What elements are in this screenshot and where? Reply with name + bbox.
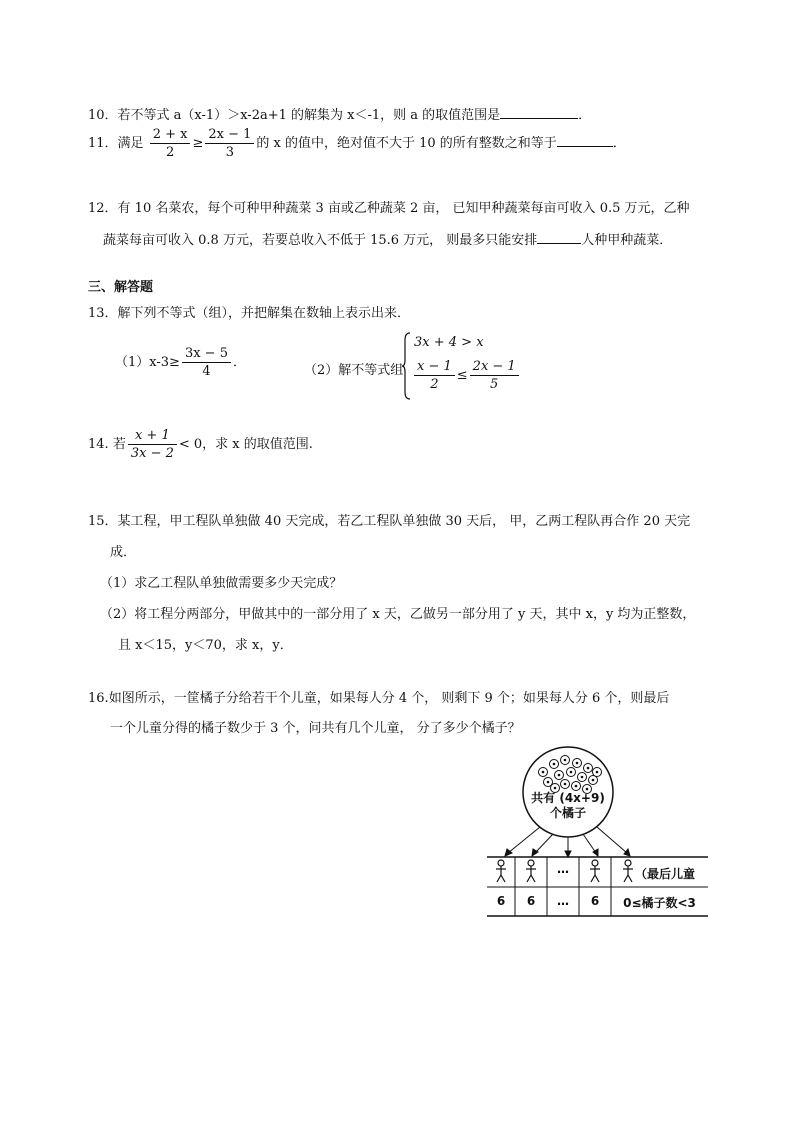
question-number: 13． (88, 306, 118, 321)
fraction-numerator: 3x − 5 (182, 346, 231, 363)
inequality-system (402, 332, 516, 402)
answer-blank[interactable] (557, 134, 613, 147)
table-cell: 6 (526, 894, 536, 908)
child-icon-2 (526, 860, 536, 882)
orange-total-label (518, 791, 618, 821)
fraction-numerator: x + 1 (128, 428, 177, 445)
question-number: 14. (88, 437, 109, 452)
table-cell: 6 (496, 894, 506, 908)
question-15-sub2: （2）将工程分两部分，甲做其中的一部分用了 x 天，乙做另一部分用了 y 天，其中 x，y 均为正整数， (100, 607, 696, 622)
question-13 (88, 302, 410, 321)
orange-total-line-1: 共有 (4x+9) (531, 791, 605, 805)
question-number: 10． (88, 108, 118, 123)
question-16 (88, 687, 669, 706)
question-13-part2-label: （2）解不等式组 (304, 363, 404, 378)
question-number: 12． (88, 201, 118, 216)
fraction-numerator: x − 1 (414, 359, 455, 376)
question-prefix: 满足 (117, 136, 144, 151)
question-15 (88, 510, 690, 529)
condition: < 0 (178, 437, 203, 452)
last-child-label: （最后儿童 (635, 867, 696, 881)
answer-blank[interactable] (500, 106, 578, 119)
table-cell: … (557, 894, 569, 908)
question-end: ． (612, 136, 626, 151)
question-text: 某工程，甲工程队单独做 40 天完成，若乙工程队单独做 30 天后， 甲，乙两工程队再合作 20 天完 (117, 514, 691, 529)
fraction (150, 127, 191, 160)
system-line-1: 3x + 4 > x (414, 335, 484, 350)
question-text: 若不等式 a（x-1）＞x-2a+1 的解集为 x＜-1，则 a 的取值范围是 (117, 108, 501, 123)
child-icon-1 (496, 860, 506, 882)
fraction-denominator: 3 (225, 145, 235, 160)
question-15-sub2-line2: 且 x＜15，y＜70，求 x，y． (118, 638, 293, 653)
section-title: 三、解答题 (88, 280, 154, 295)
question-text: 解下列不等式（组），并把解集在数轴上表示出来． (117, 306, 411, 321)
question-14 (88, 428, 313, 461)
question-text: 的 x 的值中，绝对值不大于 10 的所有整数之和等于 (256, 136, 557, 151)
fraction-denominator: 2 (165, 145, 175, 160)
question-10 (88, 104, 591, 123)
question-11 (88, 127, 626, 160)
child-icon-3 (590, 860, 600, 882)
table-cell: 6 (590, 894, 600, 908)
system-line-2 (412, 359, 521, 392)
question-text: 人种甲种蔬菜． (581, 233, 673, 248)
brace-icon (402, 332, 412, 400)
question-number: 16. (88, 691, 109, 706)
fraction-numerator: 2x − 1 (205, 127, 254, 144)
operator: ≤ (456, 368, 468, 383)
question-13-part1 (115, 346, 246, 379)
fraction-denominator: 5 (490, 377, 499, 392)
question-15-sub1: （1）求乙工程队单独做需要多少天完成？ (100, 576, 343, 591)
ellipsis-cell: … (557, 862, 569, 876)
question-number: 15． (88, 514, 118, 529)
orange-distribution-figure (485, 742, 710, 920)
question-12-line2 (103, 229, 672, 248)
part-label: （1）x-3≥ (115, 355, 180, 370)
child-icon-last (623, 860, 633, 882)
question-text: ，求 x 的取值范围. (202, 437, 313, 452)
fraction (414, 359, 455, 392)
fraction-numerator: 2x − 1 (470, 359, 519, 376)
question-16-line2: 一个儿童分得的橘子数少于 3 个，问共有几个儿童， 分了多少个橘子？ (110, 721, 521, 736)
last-value-cell: 0≤橘子数<3 (623, 896, 696, 910)
fraction-denominator: 3x − 2 (130, 446, 174, 461)
fraction (470, 359, 519, 392)
question-12 (88, 197, 690, 216)
fraction (128, 428, 177, 461)
question-text: 如图所示，一筐橘子分给若干个儿童，如果每人分 4 个， 则剩下 9 个；如果每人分 6 个，则最后 (108, 691, 670, 706)
orange-total-line-2: 个橘子 (549, 806, 586, 820)
question-prefix: 若 (112, 437, 126, 452)
fraction (182, 346, 231, 379)
operator: ≥ (192, 136, 204, 151)
question-number: 11． (88, 136, 118, 151)
answer-blank[interactable] (537, 231, 581, 244)
fraction-numerator: 2 + x (150, 127, 191, 144)
question-text: 有 10 名菜农，每个可种甲种蔬菜 3 亩或乙种蔬菜 2 亩， 已知甲种蔬菜每亩可收入 0.5 万元，乙种 (117, 201, 690, 216)
fraction-denominator: 2 (430, 377, 439, 392)
fraction-denominator: 4 (202, 364, 211, 379)
part-end: ． (232, 355, 246, 370)
question-text: 蔬菜每亩可收入 0.8 万元，若要总收入不低于 15.6 万元， 则最多只能安排 (103, 233, 538, 248)
fraction (205, 127, 254, 160)
question-end: ． (578, 108, 592, 123)
question-15-line2: 成． (110, 545, 137, 560)
